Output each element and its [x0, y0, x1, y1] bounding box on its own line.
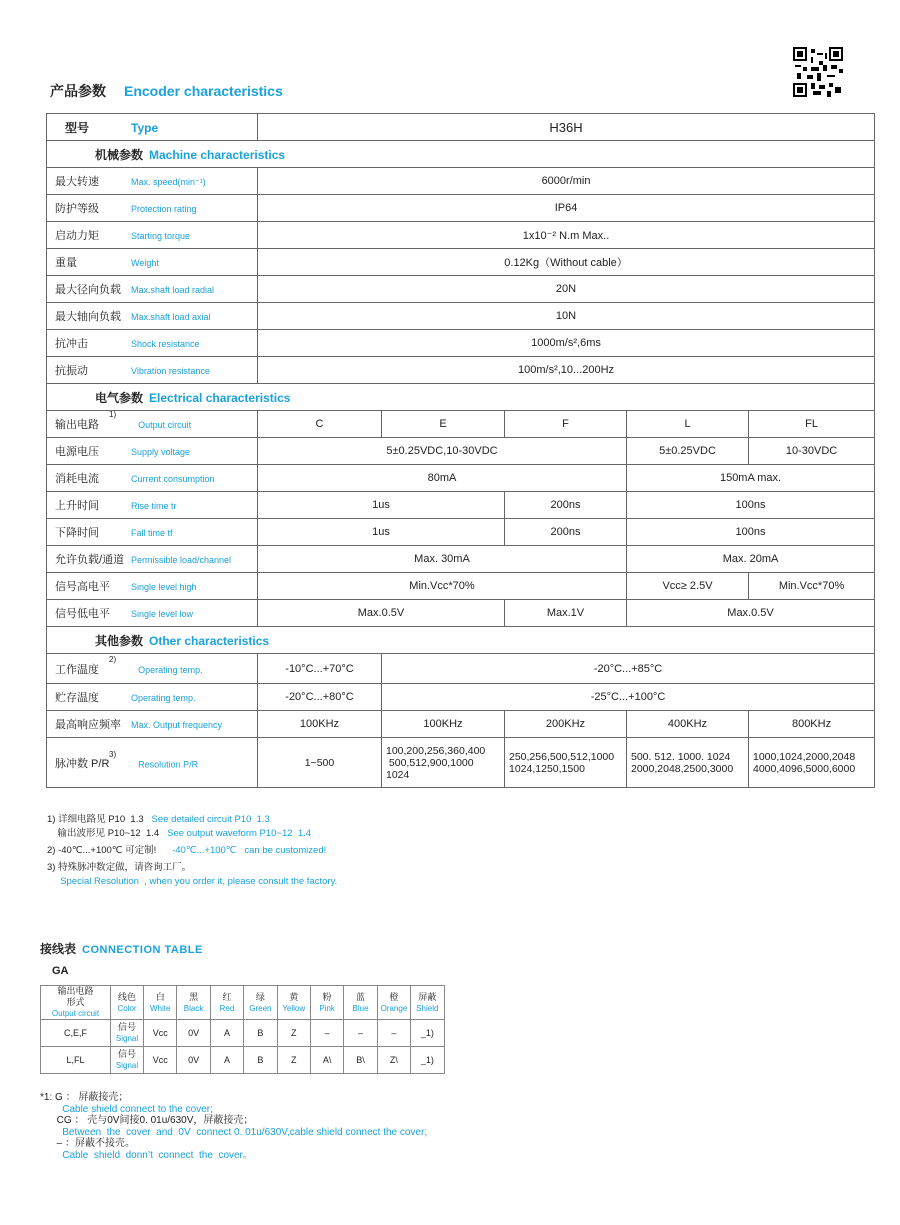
value-cell: 1us	[258, 492, 505, 519]
value-cell: C	[258, 411, 382, 438]
row-label	[47, 249, 258, 276]
note-zh: 3) 特殊脉冲数定做，请咨询工厂。	[47, 862, 192, 873]
row-label	[47, 738, 258, 788]
label-zh: 防护等级	[55, 203, 99, 215]
table-row	[47, 684, 875, 711]
label-zh: 消耗电流	[55, 473, 99, 485]
value-cell: E	[382, 411, 505, 438]
wire-cell: Z	[277, 1020, 310, 1047]
note-zh: 1) 详细电路见 P10 1.3	[47, 814, 152, 825]
value-cell: 400KHz	[627, 711, 749, 738]
header-zh: 橙	[389, 991, 399, 1002]
value-cell: Max.0.5V	[627, 600, 875, 627]
value-cell: 500. 512. 1000. 1024 2000,2048,2500,3000	[627, 738, 749, 788]
value-cell: Max.1V	[505, 600, 627, 627]
value-cell: 100ns	[627, 492, 875, 519]
table-row	[47, 492, 875, 519]
row-label	[47, 546, 258, 573]
connection-row	[41, 1020, 445, 1047]
header-cell	[277, 986, 310, 1020]
label-zh: 抗冲击	[55, 338, 88, 350]
header-zh: 线色	[117, 991, 136, 1002]
table-row	[47, 276, 875, 303]
wire-cell: _1)	[411, 1047, 444, 1074]
section-en: Other characteristics	[149, 633, 270, 648]
note-en: -40℃...+100℃ can be customized!	[172, 845, 327, 856]
note-en: See detailed circuit P10 1.3	[151, 814, 270, 825]
row-label	[47, 411, 258, 438]
value-cell: 1000,1024,2000,2048 4000,4096,5000,6000	[749, 738, 875, 788]
connection-title-en: CONNECTION TABLE	[82, 944, 203, 956]
value-cell: 100,200,256,360,400 500,512,900,1000 1024	[382, 738, 505, 788]
signal-zh: 信号	[117, 1022, 136, 1032]
table-row	[47, 600, 875, 627]
note-line	[47, 827, 337, 841]
section-zh: 电气参数	[95, 390, 144, 405]
label-zh: 电源电压	[55, 446, 99, 458]
footnote-line: *1: G ： 屏蔽接壳；	[40, 1092, 129, 1103]
label-en: Vibration resistance	[131, 366, 210, 376]
type-row	[47, 114, 875, 141]
value-cell: 1us	[258, 519, 505, 546]
value-cell: 10-30VDC	[749, 438, 875, 465]
label-zh: 最大径向负载	[55, 284, 121, 296]
label-en: Type	[131, 120, 159, 135]
table-row	[47, 711, 875, 738]
label-en: Max.shaft load axial	[131, 312, 211, 322]
table-row	[47, 330, 875, 357]
label-zh: 最大轴向负载	[55, 311, 121, 323]
header-cell	[344, 986, 377, 1020]
label-zh: 允许负载/通道	[55, 554, 125, 566]
value-cell: Vcc≥ 2.5V	[627, 573, 749, 600]
section-en: Machine characteristics	[149, 147, 286, 162]
label-zh: 最高响应频率	[55, 719, 121, 731]
footnote-line: Cable shield connect to the cover;	[40, 1103, 213, 1115]
connection-header-row	[41, 986, 445, 1020]
label-zh: 信号高电平	[55, 581, 110, 593]
value-cell: 80mA	[258, 465, 627, 492]
header-cell	[377, 986, 410, 1020]
value-cell: 200ns	[505, 519, 627, 546]
machine-section-header	[47, 141, 875, 168]
label-en: Permissible load/channel	[131, 555, 232, 565]
row-label	[47, 303, 258, 330]
wire-cell: –	[310, 1020, 343, 1047]
label-en: Protection rating	[131, 204, 197, 214]
label-en: Resolution P/R	[138, 759, 199, 770]
value-cell: Max.0.5V	[258, 600, 505, 627]
signal-en: Signal	[115, 1061, 139, 1070]
header-zh: 白	[155, 991, 165, 1002]
value-cell: FL	[749, 411, 875, 438]
table-row	[47, 303, 875, 330]
header-zh: 屏蔽	[418, 991, 437, 1002]
label-en: Operating temp.	[138, 664, 203, 675]
value-cell: 1000m/s²,6ms	[258, 330, 875, 357]
header-zh: 红	[222, 991, 232, 1002]
value-cell: 100KHz	[382, 711, 505, 738]
table-row	[47, 438, 875, 465]
model-value: H36H	[258, 114, 875, 141]
header-zh: 黑	[189, 991, 199, 1002]
circuit-cell: C,E,F	[41, 1020, 111, 1047]
value-cell: Min.Vcc*70%	[749, 573, 875, 600]
table-row	[47, 738, 875, 788]
connection-table	[40, 985, 445, 1074]
note-line	[47, 813, 337, 827]
label-en: Starting torque	[131, 231, 191, 241]
wire-cell: 0V	[177, 1020, 210, 1047]
row-label	[47, 519, 258, 546]
row-label	[47, 357, 258, 384]
value-cell: L	[627, 411, 749, 438]
header-zh: 输出电路 形式	[57, 986, 94, 1007]
other-section-header	[47, 627, 875, 654]
title-en: Encoder characteristics	[124, 83, 283, 99]
label-en: Output circuit	[138, 420, 192, 430]
header-cell	[244, 986, 277, 1020]
label-en: Max.shaft load radial	[131, 285, 215, 295]
value-cell: 200ns	[505, 492, 627, 519]
header-en: Green	[249, 1003, 272, 1013]
header-en: Red	[219, 1003, 235, 1013]
table-row	[47, 249, 875, 276]
wire-cell: Vcc	[144, 1020, 177, 1047]
header-en: White	[149, 1003, 171, 1013]
row-label	[47, 330, 258, 357]
value-cell: 6000r/min	[258, 168, 875, 195]
value-cell: 10N	[258, 303, 875, 330]
value-cell: 100m/s²,10...200Hz	[258, 357, 875, 384]
value-cell: -20°C...+85°C	[382, 654, 875, 684]
header-cell	[177, 986, 210, 1020]
value-cell: -20°C...+80°C	[258, 684, 382, 711]
value-cell: 1~500	[258, 738, 382, 788]
header-en: Shield	[416, 1003, 439, 1013]
encoder-characteristics-table	[46, 113, 875, 788]
table-row	[47, 357, 875, 384]
qr-code-icon	[793, 47, 843, 97]
note-zh: 输出波形见 P10~12 1.4	[47, 828, 168, 839]
title-zh: 产品参数	[50, 83, 106, 99]
signal-en: Signal	[115, 1034, 139, 1043]
value-cell: Max. 20mA	[627, 546, 875, 573]
label-en: Max. speed(min⁻¹)	[131, 177, 206, 187]
row-label	[47, 711, 258, 738]
notes	[47, 813, 337, 889]
header-zh: 蓝	[356, 991, 366, 1002]
note-line	[47, 875, 337, 889]
value-cell: 5±0.25VDC	[627, 438, 749, 465]
label-zh: 信号低电平	[55, 608, 110, 620]
label-en: Fall time tf	[131, 528, 173, 538]
header-zh: 粉	[322, 991, 332, 1002]
label-zh: 抗振动	[55, 365, 88, 377]
header-cell	[310, 986, 343, 1020]
section-zh: 机械参数	[95, 147, 144, 162]
label-en: Single level high	[131, 582, 197, 592]
table-row	[47, 195, 875, 222]
footnote-line: CG ： 壳与0V间接0. 01u/630V，屏蔽接壳；	[40, 1115, 254, 1126]
wire-cell: –	[344, 1020, 377, 1047]
row-label	[47, 222, 258, 249]
electrical-section-header	[47, 384, 875, 411]
wire-cell: B	[244, 1020, 277, 1047]
label-zh: 启动力矩	[55, 230, 99, 242]
value-cell: F	[505, 411, 627, 438]
table-row	[47, 465, 875, 492]
wire-cell: Z\	[377, 1047, 410, 1074]
row-label	[47, 276, 258, 303]
section-zh: 其他参数	[95, 633, 144, 648]
wire-cell: –	[377, 1020, 410, 1047]
row-label	[47, 195, 258, 222]
note-line	[47, 861, 337, 875]
wire-cell: 0V	[177, 1047, 210, 1074]
header-en: Orange	[380, 1003, 408, 1013]
header-en: Pink	[319, 1003, 335, 1013]
connection-title-zh: 接线表	[40, 942, 77, 956]
header-zh: 黄	[289, 991, 299, 1002]
label-zh: 重量	[55, 257, 77, 269]
header-en: Black	[183, 1003, 204, 1013]
note-line	[47, 844, 337, 858]
footnote-ref: 2)	[109, 654, 117, 664]
label-zh: 工作温度	[55, 663, 99, 676]
note-en: See output waveform P10~12 1.4	[167, 828, 312, 839]
value-cell: -10°C...+70°C	[258, 654, 382, 684]
label-en: Single level low	[131, 609, 194, 619]
header-en: Color	[117, 1003, 137, 1013]
wire-cell: A	[210, 1047, 243, 1074]
label-zh: 上升时间	[55, 500, 99, 512]
footnote-line: – ：屏蔽不接壳。	[40, 1138, 136, 1149]
circuit-cell: L,FL	[41, 1047, 111, 1074]
table-row	[47, 573, 875, 600]
wire-cell: B\	[344, 1047, 377, 1074]
section-en: Electrical characteristics	[149, 390, 291, 405]
label-zh: 型号	[65, 120, 90, 135]
row-label	[47, 573, 258, 600]
value-cell: 0.12Kg（Without cable）	[258, 249, 875, 276]
table-row	[47, 168, 875, 195]
row-label	[47, 654, 258, 684]
row-label	[47, 684, 258, 711]
connection-row	[41, 1047, 445, 1074]
label-zh: 最大转速	[55, 176, 99, 188]
table-row	[47, 519, 875, 546]
label-en: Max. Output frequency	[131, 720, 223, 730]
value-cell: 5±0.25VDC,10-30VDC	[258, 438, 627, 465]
label-zh: 下降时间	[55, 527, 99, 539]
footnote-line: Between the cover and 0V connect 0. 01u/630V,cable shield connect the cover;	[40, 1126, 428, 1138]
connection-group-label: GA	[52, 965, 69, 977]
value-cell: 800KHz	[749, 711, 875, 738]
header-cell	[144, 986, 177, 1020]
header-en: Yellow	[282, 1003, 306, 1013]
note-en: Special Resolution , when you order it, please consult the factory.	[47, 876, 338, 887]
note-zh: 2) -40℃...+100℃ 可定制!	[47, 845, 173, 856]
label-en: Weight	[131, 258, 159, 268]
table-row	[47, 222, 875, 249]
table-row	[47, 654, 875, 684]
value-cell: Min.Vcc*70%	[258, 573, 627, 600]
footnote-ref: 3)	[109, 749, 117, 759]
footnote-ref: 1)	[109, 410, 117, 420]
header-cell	[111, 986, 144, 1020]
row-label	[47, 600, 258, 627]
wire-cell: _1)	[411, 1020, 444, 1047]
connection-footnote	[40, 1092, 427, 1161]
header-zh: 绿	[255, 991, 265, 1002]
label-zh: 贮存温度	[55, 692, 99, 704]
table-row	[47, 411, 875, 438]
connection-table-title	[40, 940, 203, 957]
wire-cell: Vcc	[144, 1047, 177, 1074]
value-cell: 100ns	[627, 519, 875, 546]
value-cell: 200KHz	[505, 711, 627, 738]
value-cell: -25°C...+100°C	[382, 684, 875, 711]
value-cell: 1x10⁻² N.m Max..	[258, 222, 875, 249]
header-en: Output circuit	[51, 1009, 100, 1018]
value-cell: 150mA max.	[627, 465, 875, 492]
label-en: Supply voltage	[131, 447, 191, 457]
label-en: Rise time tr	[131, 501, 177, 511]
row-label	[47, 168, 258, 195]
label-zh: 脉冲数 P/R	[55, 758, 110, 771]
row-label	[47, 492, 258, 519]
value-cell: 100KHz	[258, 711, 382, 738]
label-en: Operating temp.	[131, 693, 196, 703]
value-cell: 20N	[258, 276, 875, 303]
page-title	[50, 81, 283, 101]
footnote-line: Cable shield donn’t connect the cover。	[40, 1149, 253, 1161]
wire-cell: A\	[310, 1047, 343, 1074]
signal-zh: 信号	[117, 1049, 136, 1059]
header-en: Blue	[352, 1003, 369, 1013]
row-label	[47, 438, 258, 465]
label-en: Shock resistance	[131, 339, 200, 349]
value-cell: IP64	[258, 195, 875, 222]
row-label	[47, 465, 258, 492]
header-cell	[41, 986, 111, 1020]
wire-cell: B	[244, 1047, 277, 1074]
signal-cell	[111, 1047, 144, 1074]
header-cell	[210, 986, 243, 1020]
label-en: Current consumption	[131, 474, 215, 484]
wire-cell: Z	[277, 1047, 310, 1074]
signal-cell	[111, 1020, 144, 1047]
header-cell	[411, 986, 444, 1020]
label-zh: 输出电路	[55, 419, 99, 431]
value-cell: 250,256,500,512,1000 1024,1250,1500	[505, 738, 627, 788]
value-cell: Max. 30mA	[258, 546, 627, 573]
table-row	[47, 546, 875, 573]
wire-cell: A	[210, 1020, 243, 1047]
